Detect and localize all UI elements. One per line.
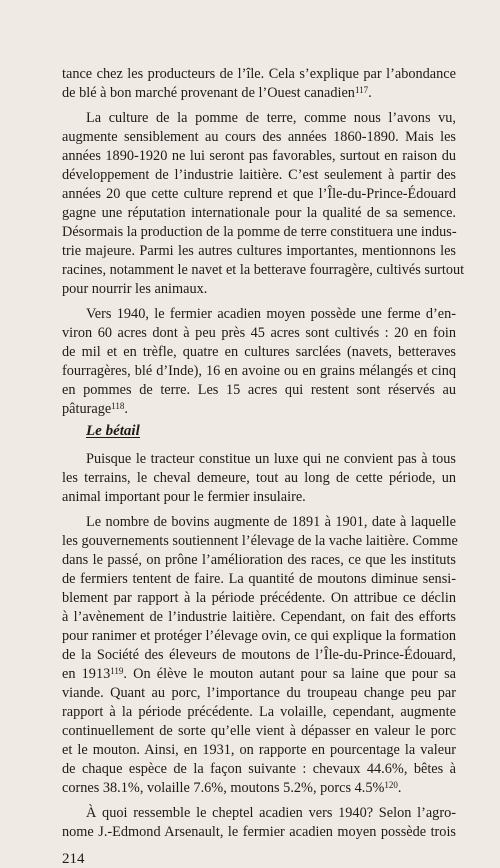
text-line: de chaque espèce de la façon suivante : chevaux 44.6%, bêtes à [62, 761, 456, 777]
text-line: tance chez les producteurs de l’île. Cela s’explique par l’abondance [62, 66, 456, 82]
text-line: développement de l’industrie laitière. C’est seulement à partir des [62, 167, 456, 183]
text-line: trie majeure. Parmi les autres cultures importantes, mentionnons les [62, 243, 456, 259]
text-line: racines, notamment le navet et la betterave fourragère, cultivés surtout [62, 262, 465, 278]
text-line: en pommes de terre. Les 15 acres qui restent sont réservés au [62, 382, 456, 398]
text-line: de fermiers tentent de faire. La quantité de moutons diminue sensi- [62, 571, 456, 587]
text-line: à l’avènement de l’industrie laitière. Cependant, on fait des efforts [62, 609, 456, 625]
page-number: 214 [62, 851, 85, 867]
footnote-ref: 117 [354, 85, 369, 95]
text-line: fourragères, blé d’Inde), 16 en avoine ou en grains mélangés et cinq [62, 363, 456, 379]
text-line: continuellement de sorte qu’elle vient à dépasser en valeur le porc [62, 723, 456, 739]
text-line: années 20 que cette culture reprend et que l’Île-du-Prince-Édouard [62, 186, 456, 202]
text-line: Vers 1940, le fermier acadien moyen possède une ferme d’en- [86, 306, 456, 322]
text-line: pour ranimer et protéger l’élevage ovin, ce qui explique la formation [62, 628, 456, 644]
text-line: viande. Quant au porc, l’importance du troupeau change peu par [62, 685, 456, 701]
text-line: années 1890-1920 ne lui seront pas favorables, surtout en raison du [62, 148, 456, 164]
text-line: La culture de la pomme de terre, comme nous l’avons vu, [86, 110, 456, 126]
text-line: rapport à la période précédente. La volaille, cependant, augmente [62, 704, 456, 720]
text-line: les terrains, le cheval demeure, tout au long de cette période, un [62, 470, 456, 486]
text-line: nome J.-Edmond Arsenault, le fermier acadien moyen possède trois [62, 824, 456, 840]
section-heading: Le bétail [86, 423, 140, 439]
text-line: pâturage$^{118}$. [62, 401, 128, 417]
text-line: de la Société des éleveurs de moutons de l’Île-du-Prince-Édouard, [62, 647, 456, 663]
text-line: gagne une réputation internationale pour la qualité de sa semence. [62, 205, 456, 221]
text-line: de mil et en trèfle, quatre en cultures sarclées (navets, betteraves [62, 344, 456, 360]
text-line: blement par rapport à la période précédente. On attribue ce déclin [62, 590, 456, 606]
text-line: en 1913$^{119}$. On élève le mouton autant pour sa laine que pour sa [62, 666, 456, 682]
text-line: les gouvernements soutiennent l’élevage de la vache laitière. Comme [62, 533, 458, 549]
footnote-ref: 118 [111, 401, 125, 411]
text-line: cornes 38.1%, volaille 7.6%, moutons 5.2%, porcs 4.5%$^{120}$. [62, 780, 402, 796]
text-line: animal important pour le fermier insulaire. [62, 489, 306, 505]
text-line: augmente sensiblement au cours des années 1860-1890. Mais les [62, 129, 456, 145]
text-line: viron 60 acres dont à peu près 45 acres sont cultivés : 20 en foin [62, 325, 456, 341]
text-line: Désormais la production de la pomme de terre constituera une indus- [62, 224, 457, 240]
text-line: Puisque le tracteur constitue un luxe qui ne convient pas à tous [86, 451, 456, 467]
text-line: de blé à bon marché provenant de l’Ouest canadien$^{117}$. [62, 85, 372, 101]
text-line: et le mouton. Ainsi, en 1931, on rapporte en pourcentage la valeur [62, 742, 456, 758]
footnote-ref: 119 [110, 666, 124, 676]
text-line: Le nombre de bovins augmente de 1891 à 1901, date à laquelle [86, 514, 456, 530]
footnote-ref: 120 [384, 780, 398, 790]
text-line: À quoi ressemble le cheptel acadien vers 1940? Selon l’agro- [86, 805, 456, 821]
text-line: dans le passé, on prône l’amélioration des races, ce que les instituts [62, 552, 456, 568]
text-line: pour nourrir les animaux. [62, 281, 208, 297]
